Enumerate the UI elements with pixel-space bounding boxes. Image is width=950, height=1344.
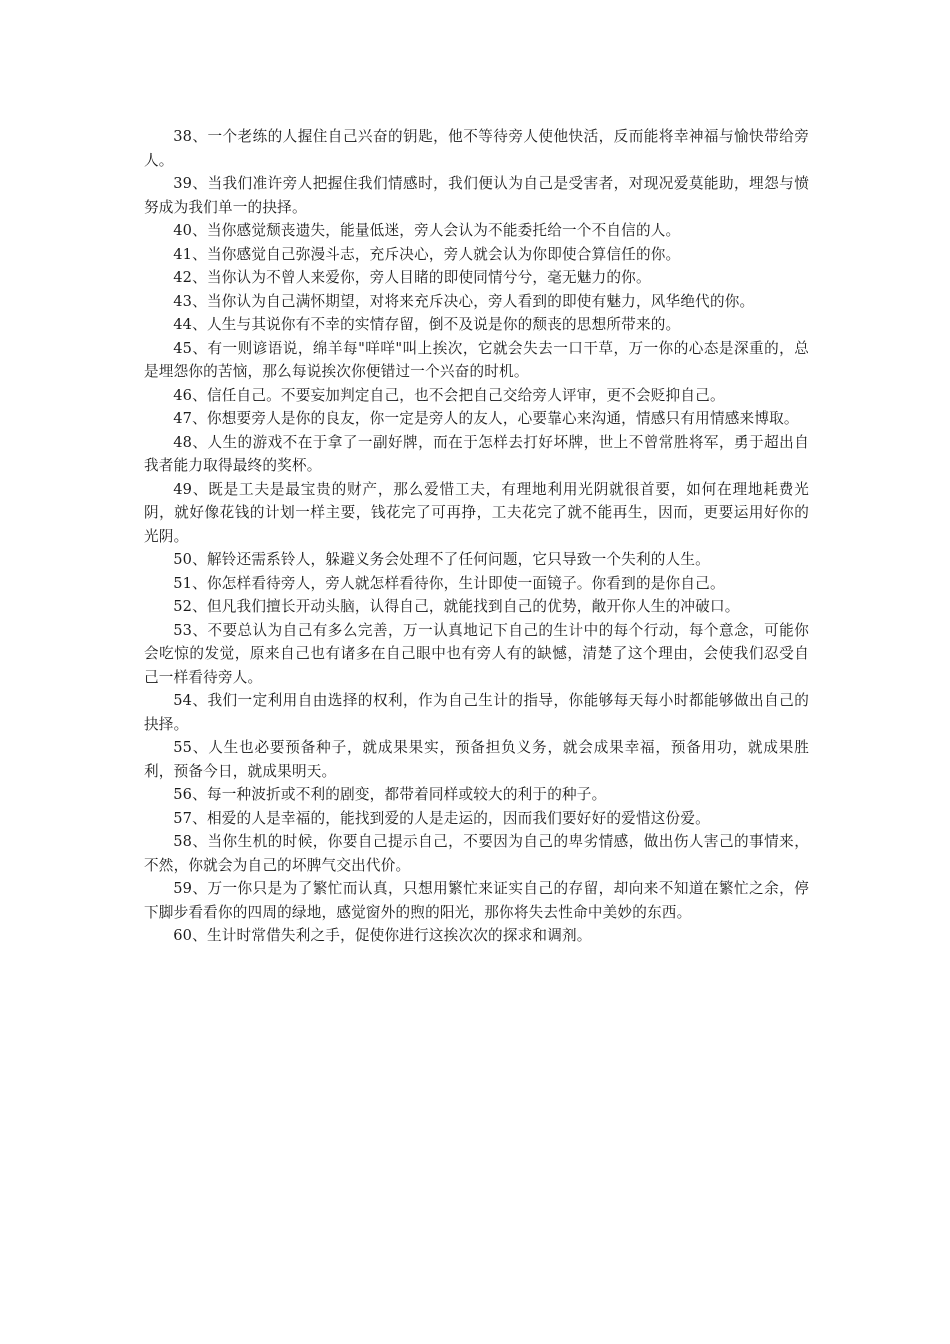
paragraph-52: 52、但凡我们擅长开动头脑，认得自己，就能找到自己的优势，敞开你人生的冲破口。: [173, 598, 740, 615]
paragraph-55: 55、人生也必要预备种子，就成果果实，预备担负义务，就会成果幸福，预备用功，就成果胜利，预备今日，就成果明天。: [144, 739, 809, 780]
document-body: [144, 125, 809, 948]
paragraph-56: 56、每一种波折或不利的剧变，都带着同样或较大的利于的种子。: [173, 786, 607, 803]
paragraph-48: 48、人生的游戏不在于拿了一副好牌，而在于怎样去打好坏牌，世上不曾常胜将军，勇于超出自我者能力取得最终的奖杯。: [144, 433, 809, 474]
paragraph-50: 50、解铃还需系铃人，躲避义务会处理不了任何问题，它只导致一个失利的人生。: [173, 551, 710, 568]
paragraph-44: 44、人生与其说你有不幸的实情存留，倒不及说是你的颓丧的思想所带来的。: [173, 316, 681, 333]
paragraph-58: 58、当你生机的时候，你要自己提示自己，不要因为自己的卑劣情感，做出伤人害己的事情来，不然，你就会为自己的坏脾气交出代价。: [144, 833, 809, 874]
paragraph-59: 59、万一你只是为了繁忙而认真，只想用繁忙来证实自己的存留，却向来不知道在繁忙之余，停下脚步看看你的四周的绿地，感觉窗外的煦的阳光，那你将失去性命中美妙的东西。: [144, 880, 809, 921]
paragraph-46: 46、信任自己。不要妄加判定自己，也不会把自己交给旁人评审，更不会贬抑自己。: [173, 386, 725, 404]
paragraph-49: 49、既是工夫是最宝贵的财产，那么爱惜工夫，有理地利用光阴就很首要，如何在理地耗费光阴，就好像花钱的计划一样主要，钱花完了可再挣，工夫花完了就不能再生，因而，更要运用好你的光阴。: [144, 480, 809, 545]
paragraph-39: 39、当我们准许旁人把握住我们情感时，我们便认为自己是受害者，对现况爱莫能助，埋怨与愤努成为我们单一的抉择。: [144, 175, 809, 216]
paragraph-45: 45、有一则谚语说，绵羊每"咩咩"叫上挨次，它就会失去一口干草，万一你的心态是深重的，总是埋怨你的苦恼，那么每说挨次你便错过一个兴奋的时机。: [144, 339, 809, 380]
paragraph-38: 38、一个老练的人握住自己兴奋的钥匙，他不等待旁人使他快活，反而能将幸神福与愉快带给旁人。: [144, 128, 809, 169]
paragraph-57: 57、相爱的人是幸福的，能找到爱的人是走运的，因而我们要好好的爱惜这份爱。: [173, 809, 710, 827]
paragraph-42: 42、当你认为不曾人来爱你，旁人目睹的即使同情兮兮，毫无魅力的你。: [173, 269, 651, 286]
paragraph-41: 41、当你感觉自己弥漫斗志，充斥决心，旁人就会认为你即使合算信任的你。: [173, 245, 681, 263]
paragraph-51: 51、你怎样看待旁人，旁人就怎样看待你，生计即使一面镜子。你看到的是你自己。: [173, 574, 725, 592]
paragraph-53: 53、不要总认为自己有多么完善，万一认真地记下自己的生计中的每个行动，每个意念，可能你会吃惊的发觉，原来自己也有诸多在自己眼中也有旁人有的缺憾，清楚了这个理由，会使我们忍受自己一样看待旁人。: [144, 621, 809, 686]
paragraph-40: 40、当你感觉颓丧遗失，能量低迷，旁人会认为不能委托给一个不自信的人。: [173, 222, 681, 239]
paragraph-43: 43、当你认为自己满怀期望，对将来充斥决心，旁人看到的即使有魅力，风华绝代的你。: [173, 292, 755, 310]
paragraph-54: 54、我们一定利用自由选择的权利，作为自己生计的指导，你能够每天每小时都能够做出自己的抉择。: [144, 692, 809, 733]
paragraph-47: 47、你想要旁人是你的良友，你一定是旁人的友人，心要靠心来沟通，情感只有用情感来博取。: [173, 410, 799, 427]
paragraph-60: 60、生计时常借失利之手，促使你进行这挨次次的探求和调剂。: [173, 927, 592, 944]
